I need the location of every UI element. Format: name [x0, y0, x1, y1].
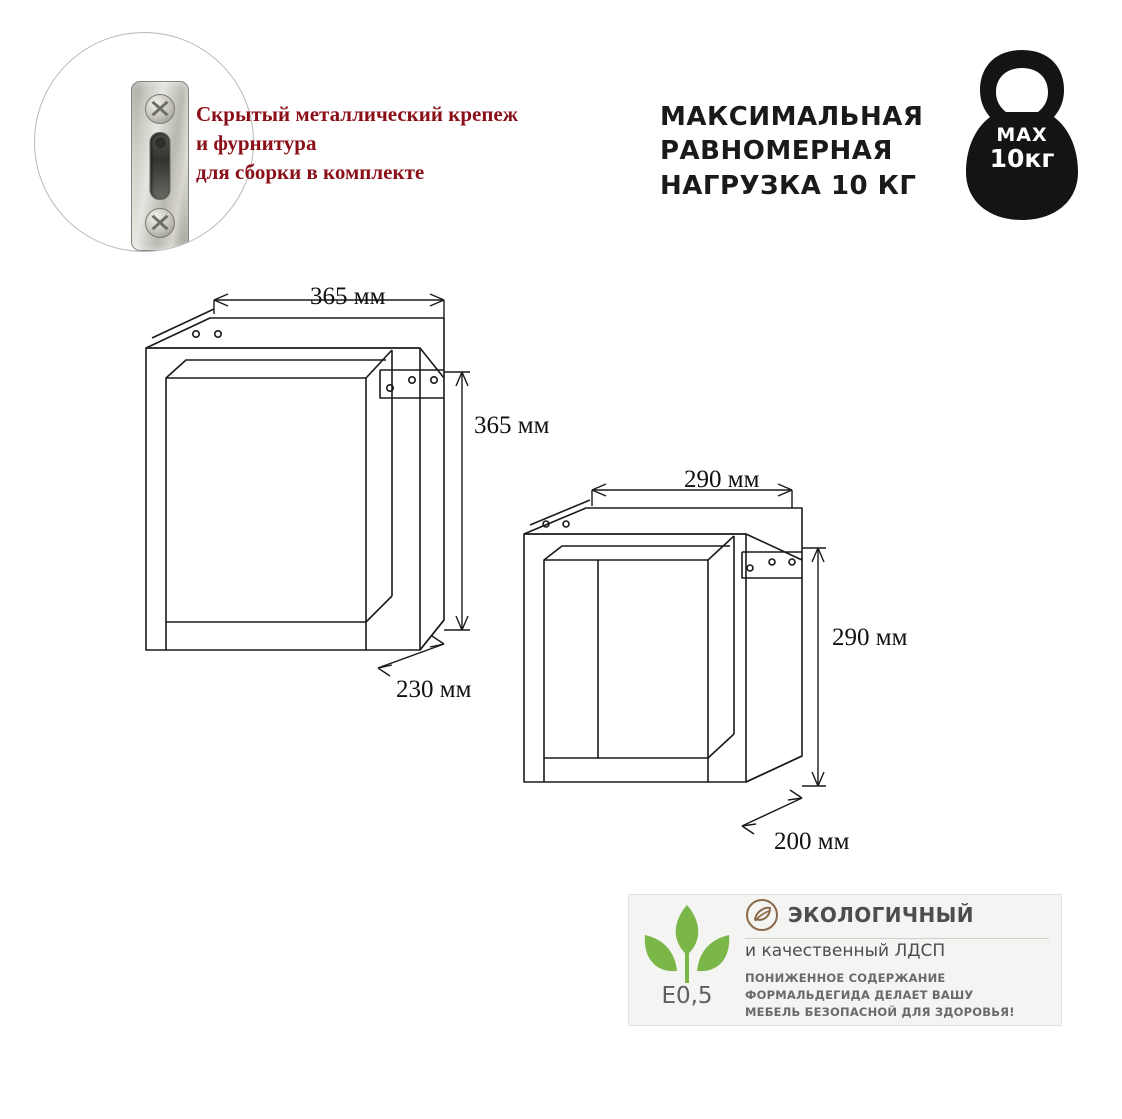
eco-class-label: E0,5: [661, 983, 713, 1009]
max-load-line-2: РАВНОМЕРНАЯ: [660, 136, 893, 167]
large-shelf-width-label: 365 мм: [310, 283, 386, 310]
large-shelf-height-dim: [444, 372, 470, 630]
eco-badge: [628, 894, 1062, 1026]
eco-text-block: [745, 898, 1061, 1021]
eco-title: ЭКОЛОГИЧНЫЙ: [788, 903, 974, 928]
eco-header: [745, 898, 1049, 939]
small-shelf-drawing: [524, 500, 802, 782]
hardware-caption-line-1: Скрытый металлический крепеж: [196, 102, 518, 126]
eco-note-line-3: МЕБЕЛЬ БЕЗОПАСНОЙ ДЛЯ ЗДОРОВЬЯ!: [745, 1005, 1015, 1020]
large-shelf-depth-label: 230 мм: [396, 676, 472, 703]
kettlebell-weight-label: 10кг: [989, 143, 1055, 173]
large-shelf-height-label: 365 мм: [474, 412, 550, 439]
kettlebell-max-label: MAX: [996, 124, 1048, 146]
hardware-caption-line-3: для сборки в комплекте: [196, 159, 425, 184]
eco-note-line-1: ПОНИЖЕННОЕ СОДЕРЖАНИЕ: [745, 970, 946, 985]
hardware-caption-line-2: и фурнитура: [196, 130, 317, 155]
large-shelf-drawing: [146, 309, 444, 650]
small-shelf-height-dim: [802, 548, 826, 786]
kettlebell-label: [960, 126, 1084, 172]
large-shelf-depth-dim: [378, 636, 444, 676]
eco-note: [745, 970, 1049, 1022]
small-shelf-depth-label: 200 мм: [774, 828, 850, 855]
max-load-line-1: МАКСИМАЛЬНАЯ: [660, 102, 924, 132]
max-load-line-3: НАГРУЗКА 10 КГ: [660, 170, 917, 201]
eco-seal-icon: [745, 898, 779, 932]
small-shelf-height-label: 290 мм: [832, 624, 908, 651]
eco-leaf-wrap: [629, 895, 745, 1025]
eco-subtitle: и качественный ЛДСП: [745, 941, 946, 962]
small-shelf-width-label: 290 мм: [684, 466, 760, 493]
eco-note-line-2: ФОРМАЛЬДЕГИДА ДЕЛАЕТ ВАШУ: [745, 988, 974, 1003]
